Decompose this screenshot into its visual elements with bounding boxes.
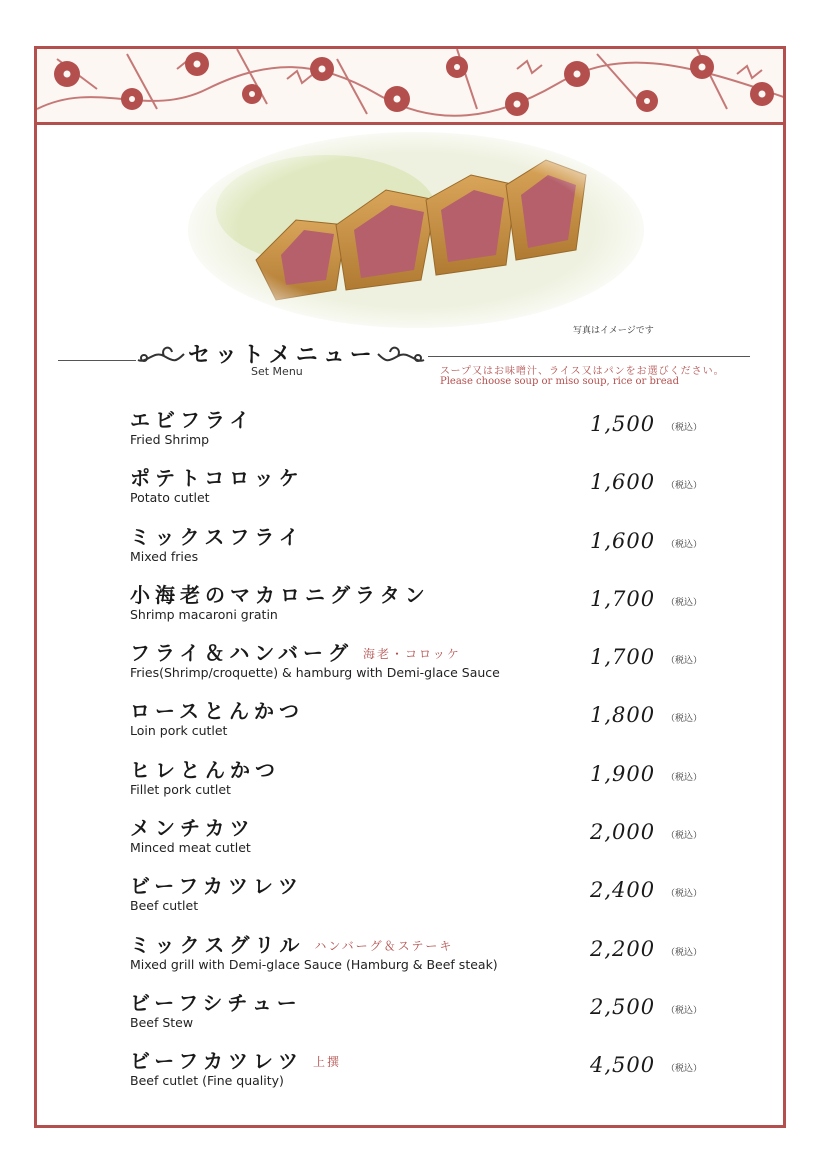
item-name-jp: ビーフシチュー — [130, 990, 302, 1015]
item-name-jp: エビフライ — [130, 408, 255, 432]
tax-label: （税込） — [666, 889, 703, 900]
item-name-en: Fried Shrimp — [130, 432, 210, 447]
item-note: ハンバーグ＆ステーキ — [314, 938, 454, 953]
tax-label: （税込） — [666, 1064, 703, 1075]
section-subtitle: Set Menu — [251, 365, 303, 378]
item-name-jp: メンチカツ — [130, 816, 255, 841]
item-name-en: Fries(Shrimp/croquette) & hamburg with Demi-glace Sauce — [130, 665, 500, 681]
tax-label: （税込） — [666, 772, 703, 783]
item-name-en: Beef cutlet (Fine quality) — [130, 1073, 284, 1089]
item-price: 1,900 — [590, 761, 656, 786]
menu-item — [130, 1045, 730, 1103]
item-name-jp: ヒレとんかつ — [130, 757, 280, 782]
item-name-jp: ビーフカツレツ — [130, 874, 303, 899]
item-name-en: Beef Stew — [130, 1014, 194, 1030]
item-name-en: Beef cutlet — [130, 898, 199, 914]
item-price: 1,800 — [590, 703, 656, 728]
choice-note-en: Please choose soup or miso soup, rice or bread — [440, 376, 679, 387]
heading-rule-left — [58, 360, 136, 361]
item-price: 1,600 — [590, 470, 656, 495]
item-price: 1,500 — [590, 412, 656, 436]
tax-label: （税込） — [666, 656, 703, 667]
item-note: 上撰 — [313, 1055, 342, 1070]
item-price: 1,600 — [590, 528, 656, 553]
item-name-en: Potato cutlet — [130, 490, 210, 506]
plum-blossom-pattern-icon — [37, 49, 783, 122]
menu-item — [130, 870, 730, 928]
item-price: 2,500 — [590, 994, 656, 1019]
item-name-en: Mixed grill with Demi-glace Sauce (Hamburg & Beef steak) — [130, 956, 498, 972]
item-name-en: Minced meat cutlet — [130, 840, 251, 856]
scroll-ornament-icon — [376, 342, 426, 368]
menu-item — [130, 987, 730, 1045]
choice-note-jp: スープ又はお味噌汁、ライス又はパンをお選びください。 — [440, 366, 725, 377]
menu-item — [130, 929, 730, 987]
item-price: 1,700 — [590, 586, 656, 611]
item-price: 2,000 — [590, 820, 656, 845]
item-price: 2,400 — [590, 878, 656, 903]
menu-item — [130, 579, 730, 637]
menu-item — [130, 404, 730, 462]
item-name-en: Fillet pork cutlet — [130, 781, 231, 797]
beef-cutlet-photo — [186, 130, 646, 330]
tax-label: （税込） — [666, 597, 703, 608]
scroll-ornament-icon — [136, 342, 186, 368]
item-price: 1,700 — [590, 645, 656, 670]
menu-item — [130, 462, 730, 520]
menu-item — [130, 637, 730, 695]
heading-rule-right — [428, 356, 750, 357]
tax-label: （税込） — [666, 714, 703, 725]
tax-label: （税込） — [666, 481, 703, 492]
menu-item — [130, 695, 730, 753]
photo-disclaimer: 写真はイメージです — [573, 326, 654, 336]
item-name-jp: ポテトコロッケ — [130, 466, 304, 491]
item-name-jp: ビーフカツレツ 上撰 — [130, 1049, 342, 1074]
tax-label: （税込） — [666, 947, 703, 958]
item-name-en: Mixed fries — [130, 548, 199, 564]
menu-item — [130, 521, 730, 579]
floral-banner — [37, 49, 783, 125]
item-note: 海老・コロッケ — [363, 647, 461, 662]
item-price: 2,200 — [590, 936, 656, 961]
menu-list — [130, 404, 730, 1104]
tax-label: （税込） — [666, 1005, 703, 1016]
item-name-jp: ミックスグリル ハンバーグ＆ステーキ — [130, 932, 454, 957]
item-price: 4,500 — [590, 1053, 656, 1078]
item-name-jp: ミックスフライ — [130, 524, 304, 549]
item-name-en: Shrimp macaroni gratin — [130, 606, 278, 622]
tax-label: （税込） — [666, 831, 703, 842]
section-title: セットメニュー — [188, 342, 377, 368]
item-name-jp: 小海老のマカロニグラタン — [130, 582, 430, 607]
tax-label: （税込） — [666, 539, 703, 550]
item-name-jp: フライ＆ハンバーグ 海老・コロッケ — [130, 641, 461, 666]
menu-item — [130, 754, 730, 812]
item-name-en: Loin pork cutlet — [130, 723, 228, 739]
tax-label: （税込） — [666, 423, 703, 433]
menu-item — [130, 812, 730, 870]
item-name-jp: ロースとんかつ — [130, 699, 304, 724]
